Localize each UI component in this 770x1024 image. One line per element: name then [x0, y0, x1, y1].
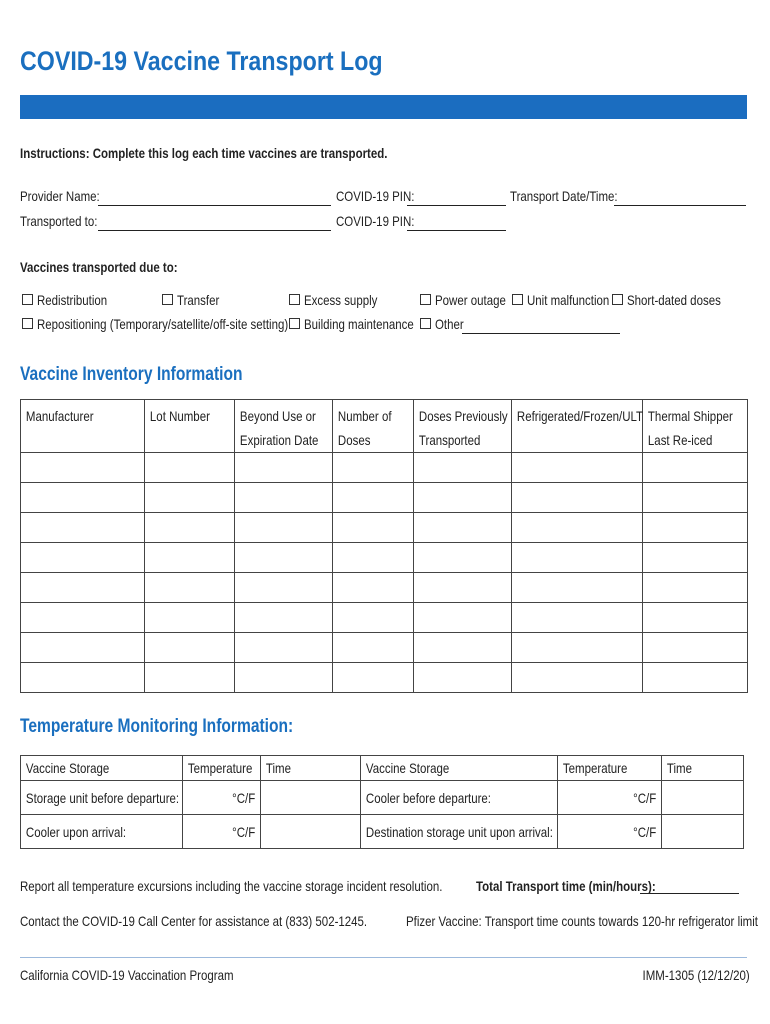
temperature-row: Storage unit before departure: °C/F Cooler before departure: °C/F: [21, 781, 744, 815]
temperature-title: Temperature Monitoring Information:: [20, 716, 294, 737]
inventory-cell[interactable]: [512, 573, 643, 603]
inventory-cell[interactable]: [21, 573, 145, 603]
checkbox-repositioning[interactable]: Repositioning (Temporary/satellite/off-site setting): [22, 316, 343, 332]
inventory-cell[interactable]: [145, 543, 235, 573]
checkbox-icon: [612, 294, 623, 305]
inventory-cell[interactable]: [21, 603, 145, 633]
inventory-cell[interactable]: [512, 663, 643, 693]
inventory-cell[interactable]: [145, 483, 235, 513]
inventory-cell[interactable]: [333, 543, 414, 573]
inventory-cell[interactable]: [145, 603, 235, 633]
pfizer-note: Pfizer Vaccine: Transport time counts towards 120-hr refrigerator limit: [406, 913, 758, 929]
checkbox-building-maintenance[interactable]: Building maintenance: [289, 316, 438, 332]
inventory-cell[interactable]: [333, 573, 414, 603]
inventory-cell[interactable]: [21, 633, 145, 663]
inventory-row: [21, 453, 748, 483]
inventory-row: [21, 633, 748, 663]
time-input[interactable]: [261, 781, 361, 815]
temperature-input[interactable]: °C/F: [183, 781, 261, 815]
header-doses: Number of Doses: [333, 400, 414, 453]
header-expiration: Beyond Use or Expiration Date: [235, 400, 333, 453]
temperature-input[interactable]: °C/F: [558, 815, 662, 849]
footer-form-id: IMM-1305 (12/12/20): [642, 967, 750, 983]
checkbox-icon: [289, 318, 300, 329]
checkbox-icon: [512, 294, 523, 305]
header-temperature: Temperature: [183, 756, 261, 781]
inventory-cell[interactable]: [512, 453, 643, 483]
header-storage-type: Refrigerated/Frozen/ULT: [512, 400, 643, 453]
inventory-header-row: [21, 400, 748, 453]
inventory-cell[interactable]: [643, 663, 748, 693]
inventory-row: [21, 603, 748, 633]
inventory-row: [21, 663, 748, 693]
footer-program: California COVID-19 Vaccination Program: [20, 967, 234, 983]
inventory-cell[interactable]: [333, 513, 414, 543]
inventory-cell[interactable]: [21, 513, 145, 543]
inventory-row: [21, 543, 748, 573]
inventory-cell[interactable]: [643, 573, 748, 603]
inventory-cell[interactable]: [235, 603, 333, 633]
inventory-cell[interactable]: [333, 483, 414, 513]
inventory-table: [20, 399, 748, 693]
temperature-row: Cooler upon arrival: °C/F Destination storage unit upon arrival: °C/F: [21, 815, 744, 849]
header-time-2: Time: [662, 756, 744, 781]
inventory-cell[interactable]: [414, 633, 512, 663]
checkbox-icon: [162, 294, 173, 305]
other-field[interactable]: [462, 333, 620, 334]
provider-name-label: Provider Name:: [20, 188, 100, 204]
excursions-note: Report all temperature excursions including the vaccine storage incident resolution.: [20, 878, 443, 894]
inventory-cell[interactable]: [643, 633, 748, 663]
inventory-cell[interactable]: [235, 663, 333, 693]
inventory-cell[interactable]: [414, 483, 512, 513]
inventory-cell[interactable]: [643, 513, 748, 543]
inventory-cell[interactable]: [414, 663, 512, 693]
inventory-cell[interactable]: [235, 573, 333, 603]
transport-datetime-field[interactable]: [614, 205, 746, 206]
inventory-cell[interactable]: [643, 543, 748, 573]
header-temperature-2: Temperature: [558, 756, 662, 781]
checkbox-short-dated-doses[interactable]: Short-dated doses: [612, 292, 741, 308]
inventory-row: [21, 513, 748, 543]
covid-pin-field-2[interactable]: [407, 230, 506, 231]
time-input[interactable]: [662, 815, 744, 849]
inventory-cell[interactable]: [145, 633, 235, 663]
temperature-input[interactable]: °C/F: [558, 781, 662, 815]
inventory-cell[interactable]: [235, 633, 333, 663]
provider-name-field[interactable]: [98, 205, 331, 206]
inventory-cell[interactable]: [21, 483, 145, 513]
header-manufacturer: Manufacturer: [21, 400, 145, 453]
covid-pin-field[interactable]: [407, 205, 506, 206]
inventory-cell[interactable]: [145, 663, 235, 693]
inventory-cell[interactable]: [235, 513, 333, 543]
total-time-field[interactable]: [640, 893, 739, 894]
inventory-cell[interactable]: [333, 663, 414, 693]
inventory-cell[interactable]: [21, 663, 145, 693]
inventory-cell[interactable]: [414, 573, 512, 603]
checkbox-icon: [22, 318, 33, 329]
header-lot-number: Lot Number: [145, 400, 235, 453]
reasons-heading: Vaccines transported due to:: [20, 259, 178, 275]
inventory-cell[interactable]: [21, 453, 145, 483]
inventory-cell[interactable]: [235, 483, 333, 513]
temperature-input[interactable]: °C/F: [183, 815, 261, 849]
inventory-cell[interactable]: [414, 543, 512, 573]
checkbox-transfer[interactable]: Transfer: [162, 292, 229, 308]
temperature-header-row: [21, 756, 744, 781]
inventory-row: [21, 573, 748, 603]
inventory-title: Vaccine Inventory Information: [20, 364, 243, 385]
transported-to-field[interactable]: [98, 230, 331, 231]
header-doses-transported: Doses Previously Transported: [414, 400, 512, 453]
checkbox-icon: [22, 294, 33, 305]
inventory-cell[interactable]: [333, 603, 414, 633]
checkbox-icon: [289, 294, 300, 305]
time-input[interactable]: [261, 815, 361, 849]
inventory-row: [21, 483, 748, 513]
checkbox-icon: [420, 294, 431, 305]
inventory-cell[interactable]: [145, 573, 235, 603]
total-time-label: Total Transport time (min/hours):: [476, 878, 656, 894]
header-time: Time: [261, 756, 361, 781]
inventory-cell[interactable]: [414, 453, 512, 483]
inventory-cell[interactable]: [512, 543, 643, 573]
inventory-cell[interactable]: [512, 603, 643, 633]
instructions: Instructions: Complete this log each time vaccines are transported.: [20, 145, 388, 161]
checkbox-other[interactable]: Other: [420, 316, 470, 332]
covid-pin-label-2: COVID-19 PIN:: [336, 213, 415, 229]
covid-pin-label: COVID-19 PIN:: [336, 188, 415, 204]
inventory-cell[interactable]: [643, 603, 748, 633]
checkbox-power-outage[interactable]: Power outage: [420, 292, 521, 308]
header-thermal-shipper: Thermal Shipper Last Re-iced: [643, 400, 748, 453]
inventory-cell[interactable]: [145, 453, 235, 483]
temperature-table: [20, 755, 744, 849]
inventory-cell[interactable]: [145, 513, 235, 543]
footer-divider: [20, 957, 747, 958]
page-title: COVID-19 Vaccine Transport Log: [20, 46, 383, 76]
header-vaccine-storage: Vaccine Storage: [21, 756, 183, 781]
inventory-cell[interactable]: [414, 603, 512, 633]
inventory-cell[interactable]: [643, 453, 748, 483]
inventory-cell[interactable]: [333, 633, 414, 663]
inventory-cell[interactable]: [235, 543, 333, 573]
contact-note: Contact the COVID-19 Call Center for assistance at (833) 502-1245.: [20, 913, 368, 929]
inventory-cell[interactable]: [512, 633, 643, 663]
inventory-cell[interactable]: [512, 483, 643, 513]
header-vaccine-storage-2: Vaccine Storage: [361, 756, 558, 781]
inventory-cell[interactable]: [333, 453, 414, 483]
transported-to-label: Transported to:: [20, 213, 98, 229]
transport-datetime-label: Transport Date/Time:: [510, 188, 618, 204]
inventory-cell[interactable]: [21, 543, 145, 573]
inventory-cell[interactable]: [643, 483, 748, 513]
inventory-cell[interactable]: [512, 513, 643, 543]
inventory-cell[interactable]: [414, 513, 512, 543]
title-bar: [20, 95, 747, 119]
checkbox-redistribution[interactable]: Redistribution: [22, 292, 123, 308]
checkbox-excess-supply[interactable]: Excess supply: [289, 292, 393, 308]
time-input[interactable]: [662, 781, 744, 815]
inventory-cell[interactable]: [235, 453, 333, 483]
checkbox-unit-malfunction[interactable]: Unit malfunction: [512, 292, 627, 308]
checkbox-icon: [420, 318, 431, 329]
